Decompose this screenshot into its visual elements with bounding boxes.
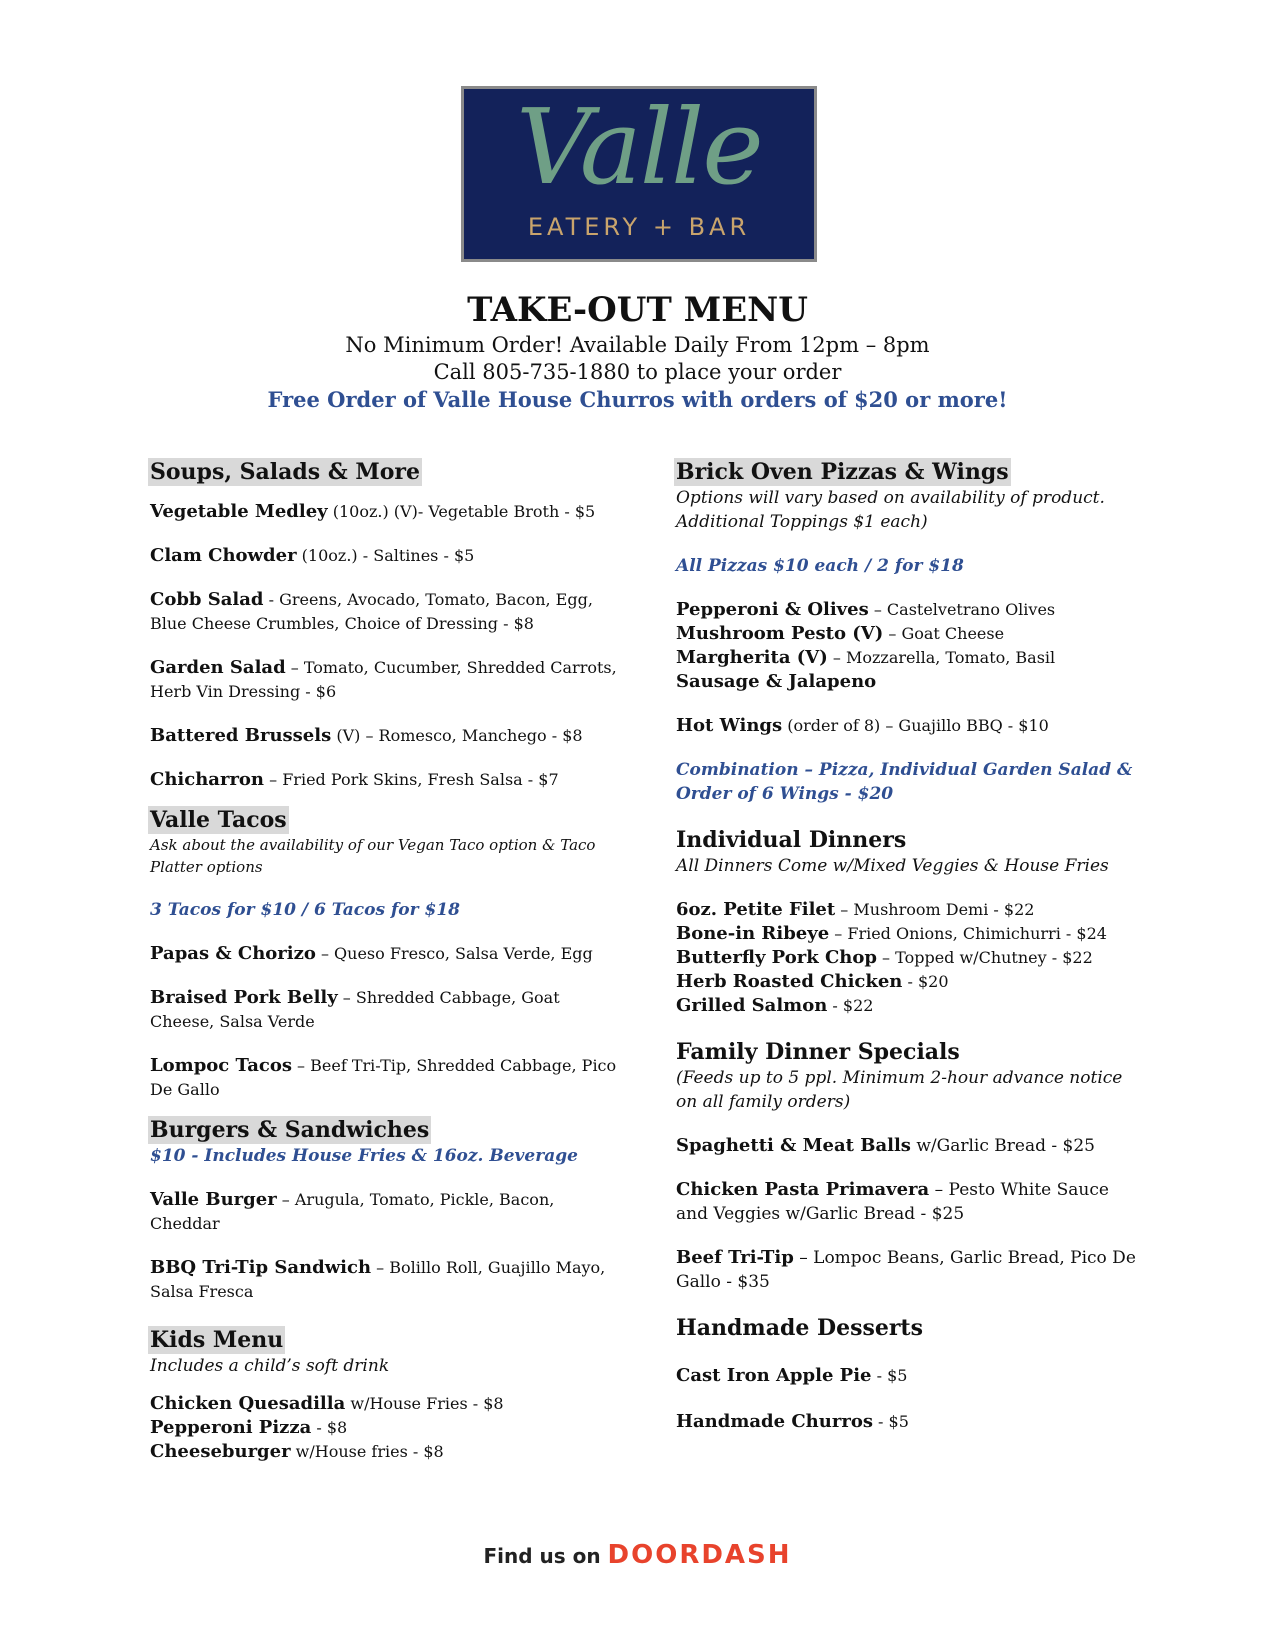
item-desc: - $8 [311,1418,348,1437]
menu-item [150,1256,620,1304]
section-title: Valle Tacos [150,807,287,833]
item-name: Chicken Pasta Primavera [676,1179,930,1200]
section-note: Includes a child’s soft drink [150,1356,390,1376]
menu-item [150,1416,620,1440]
item-desc: - $20 [902,972,949,991]
menu-item [676,622,1146,646]
item-name: 6oz. Petite Filet [676,899,836,920]
item-name: Braised Pork Belly [150,987,338,1008]
item-desc: – Beef Tri-Tip, Shredded Cabbage, Pico De Gallo [150,1056,617,1099]
item-name: Bone-in Ribeye [676,923,830,944]
menu-item [150,942,620,966]
section-note: All Dinners Come w/Mixed Veggies & House Fries [676,856,1109,876]
item-desc: – Castelvetrano Olives [868,600,1056,619]
menu-item [150,768,620,792]
item-desc: w/Garlic Bread - $25 [910,1136,1095,1156]
section-note: (Feeds up to 5 ppl. Minimum 2-hour advance notice on all family orders) [676,1068,1123,1112]
menu-item [150,1054,620,1102]
item-desc: (V) – Romesco, Manchego - $8 [331,726,583,745]
section-title: Family Dinner Specials [676,1039,960,1065]
item-name: Mushroom Pesto (V) [676,623,884,644]
hours-line: No Minimum Order! Available Daily From 12pm – 8pm [345,333,930,357]
item-name: Cast Iron Apple Pie [676,1365,872,1386]
menu-item [676,1364,1146,1388]
menu-item [676,1178,1146,1226]
item-name: Pepperoni & Olives [676,599,869,620]
item-desc: – Pesto White Sauce and Veggies w/Garlic Bread - $25 [676,1180,1109,1224]
menu-item [676,922,1146,946]
item-desc: (order of 8) – Guajillo BBQ - $10 [782,716,1049,735]
menu-item [676,970,1146,994]
menu-item [676,1410,1146,1434]
section-note: Options will vary based on availability of product. Additional Toppings $1 each) [676,488,1105,532]
menu-item [676,946,1146,970]
item-desc: - Greens, Avocado, Tomato, Bacon, Egg, Blue Cheese Crumbles, Choice of Dressing - $8 [150,590,593,633]
menu-item [150,500,620,524]
item-desc: - $22 [827,996,874,1015]
phone-line: Call 805-735-1880 to place your order [433,360,842,384]
menu-item [676,670,1146,694]
item-name: Margherita (V) [676,647,828,668]
item-name: BBQ Tri-Tip Sandwich [150,1257,372,1278]
menu-item [676,714,1146,738]
item-desc: – Tomato, Cucumber, Shredded Carrots, Herb Vin Dressing - $6 [150,658,617,701]
menu-item [150,544,620,568]
item-name: Chicharron [150,769,265,790]
menu-item [676,994,1146,1018]
item-desc: – Topped w/Chutney - $22 [876,948,1093,967]
item-name: Handmade Churros [676,1411,873,1432]
item-desc: - $5 [871,1366,908,1385]
right-column [676,458,1146,1434]
section-title: Brick Oven Pizzas & Wings [676,459,1009,485]
item-desc: (10oz.) - Saltines - $5 [296,546,475,565]
doordash-footer[interactable] [0,1540,1275,1570]
menu-item [676,1246,1146,1294]
item-desc: – Queso Fresco, Salsa Verde, Egg [315,944,593,963]
item-desc: – Bolillo Roll, Guajillo Mayo, Salsa Fresca [150,1258,606,1301]
item-name: Chicken Quesadilla [150,1393,346,1414]
menu-item [150,1440,620,1464]
item-name: Spaghetti & Meat Balls [676,1135,911,1156]
menu-item [150,986,620,1034]
menu-item [676,598,1146,622]
section-title: Burgers & Sandwiches [150,1117,430,1143]
item-name: Valle Burger [150,1189,277,1210]
promo-line: Free Order of Valle House Churros with orders of $20 or more! [267,387,1008,412]
item-name: Vegetable Medley [150,501,328,522]
item-name: Grilled Salmon [676,995,828,1016]
item-name: Clam Chowder [150,545,297,566]
menu-header [0,288,1275,413]
item-desc: w/House Fries - $8 [345,1394,504,1413]
item-desc: (10oz.) (V)- Vegetable Broth - $5 [327,502,596,521]
item-name: Pepperoni Pizza [150,1417,312,1438]
menu-item [150,1188,620,1236]
menu-item [676,1134,1146,1158]
item-desc: – Mushroom Demi - $22 [835,900,1035,919]
find-us-label: Find us on [483,1544,608,1568]
logo-script: Valle [516,86,762,208]
item-name: Battered Brussels [150,725,332,746]
deal-line: $10 - Includes House Fries & 16oz. Beverage [150,1146,578,1166]
menu-item [150,1392,620,1416]
page-title: TAKE-OUT MENU [467,290,808,330]
deal-line: 3 Tacos for $10 / 6 Tacos for $18 [150,900,461,920]
item-desc: - $5 [872,1412,909,1431]
item-desc: – Lompoc Beans, Garlic Bread, Pico De Gallo - $35 [676,1248,1136,1292]
item-name: Cheeseburger [150,1441,291,1462]
section-title: Individual Dinners [676,827,907,853]
menu-item [150,656,620,704]
item-name: Lompoc Tacos [150,1055,292,1076]
logo-subtitle: EATERY + BAR [527,213,751,241]
menu-item [676,646,1146,670]
item-name: Herb Roasted Chicken [676,971,903,992]
section-title: Kids Menu [150,1327,284,1353]
item-desc: – Fried Pork Skins, Fresh Salsa - $7 [264,770,559,789]
item-name: Butterfly Pork Chop [676,947,877,968]
item-desc: – Goat Cheese [883,624,1005,643]
menu-item [676,898,1146,922]
restaurant-logo [461,86,817,262]
item-name: Cobb Salad [150,589,264,610]
item-name: Beef Tri-Tip [676,1247,794,1268]
item-desc: – Arugula, Tomato, Pickle, Bacon, Cheddar [150,1190,555,1233]
item-name: Sausage & Jalapeno [676,671,877,692]
section-note: Ask about the availability of our Vegan Taco option & Taco Platter options [150,836,596,876]
combo-deal: Combination – Pizza, Individual Garden Salad & Order of 6 Wings - $20 [676,760,1133,804]
menu-item [150,588,620,636]
item-name: Papas & Chorizo [150,943,316,964]
item-desc: w/House fries - $8 [290,1442,444,1461]
item-name: Garden Salad [150,657,286,678]
section-title: Soups, Salads & More [150,459,420,485]
section-title: Handmade Desserts [676,1315,923,1341]
item-desc: – Shredded Cabbage, Goat Cheese, Salsa Verde [150,988,560,1031]
doordash-logo[interactable]: DOORDASH [607,1540,792,1570]
item-desc: – Mozzarella, Tomato, Basil [827,648,1056,667]
menu-item [150,724,620,748]
deal-line: All Pizzas $10 each / 2 for $18 [676,556,964,576]
item-desc: – Fried Onions, Chimichurri - $24 [829,924,1107,943]
left-column [150,458,620,1464]
item-name: Hot Wings [676,715,783,736]
